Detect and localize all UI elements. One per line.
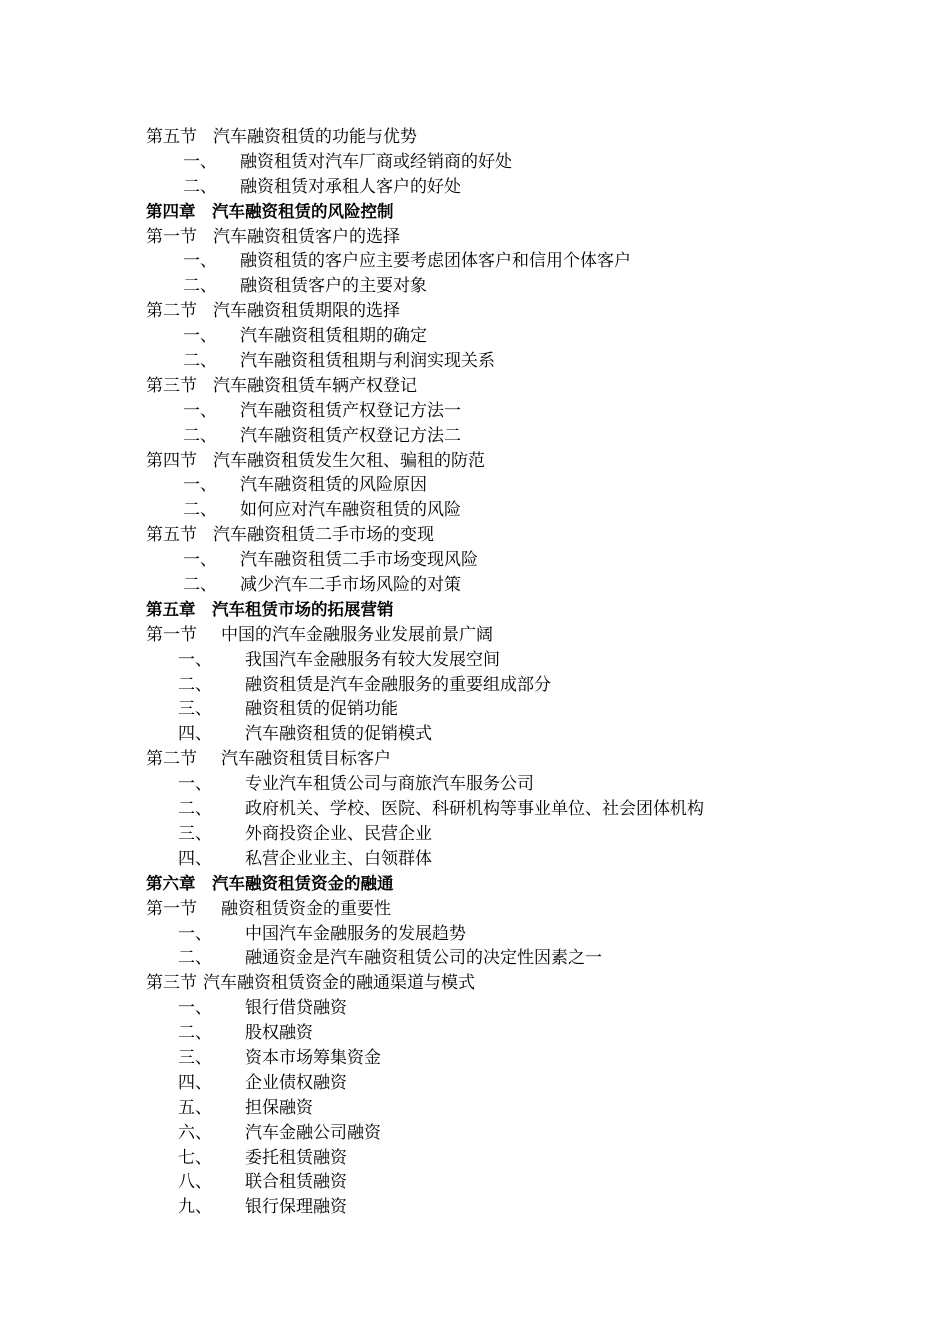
section-heading <box>0 623 950 648</box>
toc-title: 融资租赁对承租人客户的好处 <box>240 176 461 197</box>
toc-title: 专业汽车租赁公司与商旅汽车服务公司 <box>245 774 534 795</box>
toc-title: 担保融资 <box>245 1097 313 1118</box>
section-heading <box>0 523 950 548</box>
toc-number: 八、 <box>178 1172 212 1193</box>
toc-item <box>0 722 950 747</box>
toc-title: 汽车融资租赁发生欠租、骗租的防范 <box>213 450 485 471</box>
toc-item <box>0 1096 950 1121</box>
toc-number: 一、 <box>183 251 217 272</box>
toc-item <box>0 922 950 947</box>
toc-number: 第五章 <box>146 599 196 619</box>
toc-title: 减少汽车二手市场风险的对策 <box>240 575 461 596</box>
toc-number: 二、 <box>183 425 217 446</box>
toc-title: 融通资金是汽车融资租赁公司的决定性因素之一 <box>245 948 602 969</box>
toc-item <box>0 473 950 498</box>
section-heading <box>0 299 950 324</box>
toc-title: 融资租赁是汽车金融服务的重要组成部分 <box>245 674 551 695</box>
toc-title: 汽车融资租赁产权登记方法二 <box>240 425 461 446</box>
toc-title: 银行保理融资 <box>245 1197 347 1218</box>
toc-title: 私营企业业主、白领群体 <box>245 848 432 869</box>
toc-item <box>0 1021 950 1046</box>
chapter-heading <box>0 200 950 225</box>
toc-item <box>0 996 950 1021</box>
toc-item <box>0 424 950 449</box>
toc-title: 股权融资 <box>245 1023 313 1044</box>
toc-number: 二、 <box>178 1023 212 1044</box>
toc-item <box>0 1170 950 1195</box>
toc-number: 二、 <box>178 799 212 820</box>
toc-number: 第六章 <box>146 873 196 893</box>
toc-item <box>0 573 950 598</box>
toc-number: 第二节 <box>146 301 197 322</box>
toc-title: 政府机关、学校、医院、科研机构等事业单位、社会团体机构 <box>245 799 704 820</box>
toc-item <box>0 697 950 722</box>
toc-title: 企业债权融资 <box>245 1072 347 1093</box>
toc-title: 汽车融资租赁车辆产权登记 <box>213 375 417 396</box>
toc-number: 一、 <box>178 998 212 1019</box>
toc-number: 第四章 <box>146 201 196 221</box>
toc-item <box>0 548 950 573</box>
toc-title: 汽车融资租赁二手市场变现风险 <box>240 550 478 571</box>
toc-number: 一、 <box>183 550 217 571</box>
toc-number: 一、 <box>183 151 217 172</box>
toc-number: 第三节 <box>146 973 197 994</box>
toc-number: 二、 <box>178 674 212 695</box>
toc-title: 汽车租赁市场的拓展营销 <box>212 599 394 619</box>
toc-item <box>0 274 950 299</box>
toc-title: 如何应对汽车融资租赁的风险 <box>240 500 461 521</box>
toc-number: 二、 <box>183 500 217 521</box>
toc-number: 第五节 <box>146 127 197 147</box>
toc-title: 融资租赁的促销功能 <box>245 699 398 720</box>
toc-title: 中国的汽车金融服务业发展前景广阔 <box>221 624 493 645</box>
section-heading <box>0 225 950 250</box>
toc-title: 资本市场筹集资金 <box>245 1047 381 1068</box>
section-heading <box>0 374 950 399</box>
toc-number: 一、 <box>178 774 212 795</box>
toc-title: 汽车融资租赁资金的融通 <box>212 873 394 893</box>
chapter-heading <box>0 872 950 897</box>
toc-title: 融资租赁资金的重要性 <box>221 898 391 919</box>
toc-title: 中国汽车金融服务的发展趋势 <box>245 923 466 944</box>
toc-item <box>0 349 950 374</box>
toc-item <box>0 772 950 797</box>
table-of-contents <box>0 125 950 1220</box>
toc-number: 六、 <box>178 1122 212 1143</box>
toc-number: 第一节 <box>146 624 197 645</box>
toc-title: 委托租赁融资 <box>245 1147 347 1168</box>
toc-number: 二、 <box>178 948 212 969</box>
toc-title: 融资租赁对汽车厂商或经销商的好处 <box>240 151 512 172</box>
toc-title: 汽车融资租赁期限的选择 <box>213 301 400 322</box>
toc-item <box>0 1046 950 1071</box>
toc-number: 三、 <box>178 1047 212 1068</box>
toc-title: 融资租赁的客户应主要考虑团体客户和信用个体客户 <box>240 251 631 272</box>
toc-title: 融资租赁客户的主要对象 <box>240 276 427 297</box>
toc-number: 三、 <box>178 823 212 844</box>
toc-title: 汽车融资租赁的风险原因 <box>240 475 427 496</box>
toc-item <box>0 324 950 349</box>
toc-number: 七、 <box>178 1147 212 1168</box>
toc-number: 二、 <box>183 276 217 297</box>
toc-title: 汽车融资租赁客户的选择 <box>213 226 400 247</box>
toc-item <box>0 1121 950 1146</box>
toc-item <box>0 648 950 673</box>
section-heading <box>0 449 950 474</box>
toc-item <box>0 1071 950 1096</box>
toc-title: 汽车融资租赁租期的确定 <box>240 326 427 347</box>
toc-item <box>0 822 950 847</box>
toc-number: 一、 <box>183 475 217 496</box>
toc-number: 四、 <box>178 724 212 745</box>
toc-title: 我国汽车金融服务有较大发展空间 <box>245 649 500 670</box>
toc-number: 第四节 <box>146 450 197 471</box>
toc-item <box>0 399 950 424</box>
toc-number: 第一节 <box>146 226 197 247</box>
toc-title: 汽车金融公司融资 <box>245 1122 381 1143</box>
toc-item <box>0 249 950 274</box>
section-heading <box>0 747 950 772</box>
toc-item <box>0 946 950 971</box>
toc-title: 汽车融资租赁的促销模式 <box>245 724 432 745</box>
toc-title: 联合租赁融资 <box>245 1172 347 1193</box>
toc-title: 汽车融资租赁二手市场的变现 <box>213 525 434 546</box>
toc-item <box>0 498 950 523</box>
toc-title: 汽车融资租赁产权登记方法一 <box>240 400 461 421</box>
toc-number: 二、 <box>183 351 217 372</box>
toc-number: 五、 <box>178 1097 212 1118</box>
toc-title: 银行借贷融资 <box>245 998 347 1019</box>
toc-item <box>0 797 950 822</box>
chapter-heading <box>0 598 950 623</box>
toc-number: 三、 <box>178 699 212 720</box>
toc-number: 一、 <box>178 923 212 944</box>
toc-title: 汽车融资租赁租期与利润实现关系 <box>240 351 495 372</box>
toc-title: 汽车融资租赁目标客户 <box>221 749 391 770</box>
section-heading <box>0 125 950 150</box>
toc-number: 第二节 <box>146 749 197 770</box>
toc-item <box>0 150 950 175</box>
toc-item <box>0 1195 950 1220</box>
toc-number: 四、 <box>178 1072 212 1093</box>
toc-number: 第五节 <box>146 525 197 546</box>
toc-number: 一、 <box>183 400 217 421</box>
toc-item <box>0 847 950 872</box>
section-heading <box>0 897 950 922</box>
toc-number: 第一节 <box>146 898 197 919</box>
toc-item <box>0 673 950 698</box>
section-heading <box>0 971 950 996</box>
toc-title: 外商投资企业、民营企业 <box>245 823 432 844</box>
toc-number: 一、 <box>183 326 217 347</box>
toc-number: 第三节 <box>146 375 197 396</box>
toc-title: 汽车融资租赁的风险控制 <box>212 201 394 221</box>
toc-number: 九、 <box>178 1197 212 1218</box>
toc-title: 汽车融资租赁资金的融通渠道与模式 <box>203 973 475 994</box>
toc-number: 一、 <box>178 649 212 670</box>
toc-title: 汽车融资租赁的功能与优势 <box>213 127 417 147</box>
toc-item <box>0 175 950 200</box>
toc-number: 二、 <box>183 575 217 596</box>
toc-item <box>0 1146 950 1171</box>
toc-number: 二、 <box>183 176 217 197</box>
toc-number: 四、 <box>178 848 212 869</box>
